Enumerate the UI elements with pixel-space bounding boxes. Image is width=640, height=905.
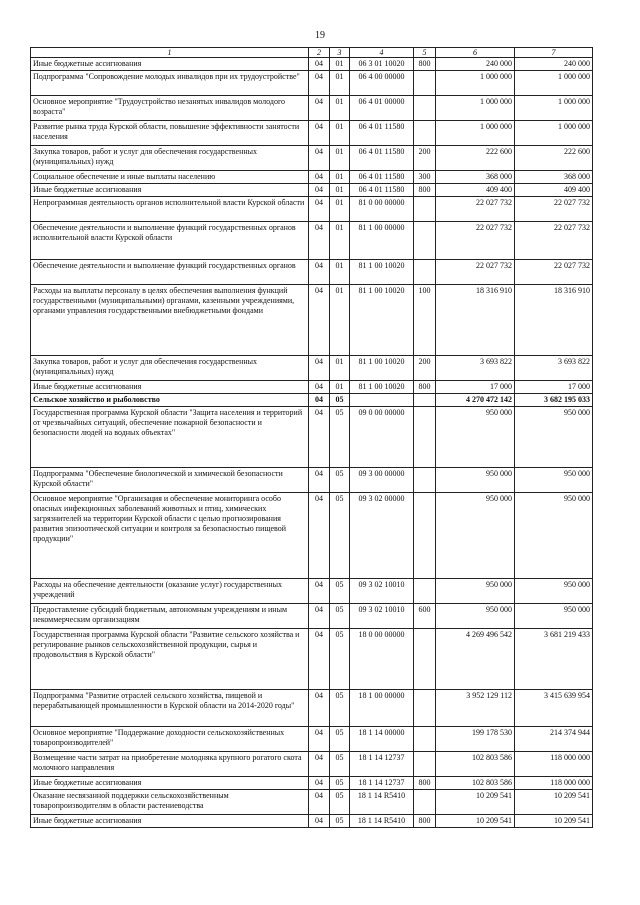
row-amount-year2: 950 000 bbox=[515, 407, 593, 468]
row-expense-type: 300 bbox=[414, 171, 436, 184]
row-target-article: 06 4 01 11580 bbox=[350, 171, 414, 184]
row-amount-year1: 222 600 bbox=[436, 146, 515, 171]
row-section: 04 bbox=[309, 285, 330, 356]
row-amount-year2: 950 000 bbox=[515, 493, 593, 579]
row-section: 04 bbox=[309, 171, 330, 184]
row-section: 04 bbox=[309, 790, 330, 815]
row-target-article: 81 1 00 00000 bbox=[350, 222, 414, 260]
row-subsection: 05 bbox=[330, 727, 350, 752]
row-subsection: 01 bbox=[330, 71, 350, 96]
row-amount-year2: 3 693 822 bbox=[515, 356, 593, 381]
row-amount-year2: 22 027 732 bbox=[515, 260, 593, 285]
row-name: Основное мероприятие "Поддержание доходности сельскохозяйственных товаропроизводителей" bbox=[31, 727, 309, 752]
row-expense-type bbox=[414, 629, 436, 690]
table-row bbox=[31, 96, 593, 121]
row-section: 04 bbox=[309, 381, 330, 394]
row-amount-year2: 368 000 bbox=[515, 171, 593, 184]
row-amount-year1: 3 693 822 bbox=[436, 356, 515, 381]
table-body bbox=[31, 58, 593, 828]
row-section: 04 bbox=[309, 356, 330, 381]
table-row bbox=[31, 815, 593, 828]
row-subsection: 01 bbox=[330, 58, 350, 71]
row-target-article: 06 4 01 11580 bbox=[350, 184, 414, 197]
row-name: Иные бюджетные ассигнования bbox=[31, 777, 309, 790]
row-amount-year2: 17 000 bbox=[515, 381, 593, 394]
table-row bbox=[31, 197, 593, 222]
table-row bbox=[31, 285, 593, 356]
row-section: 04 bbox=[309, 394, 330, 407]
row-section: 04 bbox=[309, 184, 330, 197]
row-target-article: 18 0 00 00000 bbox=[350, 629, 414, 690]
row-name: Иные бюджетные ассигнования bbox=[31, 815, 309, 828]
row-expense-type: 200 bbox=[414, 146, 436, 171]
row-section: 04 bbox=[309, 579, 330, 604]
row-expense-type bbox=[414, 71, 436, 96]
row-amount-year1: 950 000 bbox=[436, 468, 515, 493]
column-header: 4 bbox=[350, 48, 414, 58]
row-subsection: 01 bbox=[330, 96, 350, 121]
table-row bbox=[31, 727, 593, 752]
row-target-article: 18 1 14 12737 bbox=[350, 777, 414, 790]
column-header: 7 bbox=[515, 48, 593, 58]
row-target-article: 09 3 02 10010 bbox=[350, 579, 414, 604]
row-subsection: 01 bbox=[330, 121, 350, 146]
table-row bbox=[31, 629, 593, 690]
row-amount-year2: 10 209 541 bbox=[515, 815, 593, 828]
row-name: Социальное обеспечение и иные выплаты населению bbox=[31, 171, 309, 184]
table-row bbox=[31, 690, 593, 727]
row-expense-type bbox=[414, 493, 436, 579]
page-number: 19 bbox=[315, 30, 325, 41]
row-expense-type bbox=[414, 197, 436, 222]
row-name: Оказание несвязанной поддержки сельскохозяйственным товаропроизводителям в области растениеводства bbox=[31, 790, 309, 815]
row-amount-year1: 950 000 bbox=[436, 604, 515, 629]
row-subsection: 05 bbox=[330, 690, 350, 727]
table-row bbox=[31, 260, 593, 285]
row-amount-year1: 3 952 129 112 bbox=[436, 690, 515, 727]
table-row bbox=[31, 356, 593, 381]
row-name: Иные бюджетные ассигнования bbox=[31, 184, 309, 197]
row-section: 04 bbox=[309, 121, 330, 146]
row-subsection: 05 bbox=[330, 493, 350, 579]
row-expense-type bbox=[414, 579, 436, 604]
row-amount-year2: 409 400 bbox=[515, 184, 593, 197]
row-section: 04 bbox=[309, 197, 330, 222]
row-expense-type: 800 bbox=[414, 58, 436, 71]
row-target-article: 18 1 14 R5410 bbox=[350, 815, 414, 828]
row-amount-year1: 950 000 bbox=[436, 407, 515, 468]
row-subsection: 01 bbox=[330, 171, 350, 184]
row-name: Закупка товаров, работ и услуг для обеспечения государственных (муниципальных) нужд bbox=[31, 356, 309, 381]
row-amount-year2: 22 027 732 bbox=[515, 222, 593, 260]
row-target-article: 06 4 01 00000 bbox=[350, 96, 414, 121]
row-subsection: 05 bbox=[330, 394, 350, 407]
row-amount-year1: 950 000 bbox=[436, 493, 515, 579]
row-amount-year1: 18 316 910 bbox=[436, 285, 515, 356]
row-name: Государственная программа Курской области "Защита населения и территорий от чрезвычайных ситуаций, обеспечение пожарной безопасности и безопасности людей на водных объектах" bbox=[31, 407, 309, 468]
row-amount-year2: 10 209 541 bbox=[515, 790, 593, 815]
row-subsection: 05 bbox=[330, 629, 350, 690]
row-name: Расходы на обеспечение деятельности (оказание услуг) государственных учреждений bbox=[31, 579, 309, 604]
row-expense-type bbox=[414, 260, 436, 285]
row-amount-year1: 1 000 000 bbox=[436, 71, 515, 96]
row-name: Предоставление субсидий бюджетным, автономным учреждениям и иным некоммерческим организациям bbox=[31, 604, 309, 629]
table-row bbox=[31, 752, 593, 777]
row-expense-type bbox=[414, 394, 436, 407]
row-section: 04 bbox=[309, 690, 330, 727]
row-amount-year2: 3 682 195 033 bbox=[515, 394, 593, 407]
row-amount-year1: 368 000 bbox=[436, 171, 515, 184]
row-amount-year2: 214 374 944 bbox=[515, 727, 593, 752]
row-amount-year1: 409 400 bbox=[436, 184, 515, 197]
row-expense-type bbox=[414, 121, 436, 146]
table-row bbox=[31, 468, 593, 493]
row-subsection: 05 bbox=[330, 790, 350, 815]
row-amount-year2: 222 600 bbox=[515, 146, 593, 171]
row-amount-year1: 22 027 732 bbox=[436, 260, 515, 285]
row-expense-type bbox=[414, 790, 436, 815]
row-name: Государственная программа Курской области "Развитие сельского хозяйства и регулирование рынков сельскохозяйственной продукции, сырья и продовольствия в Курской области" bbox=[31, 629, 309, 690]
row-target-article: 18 1 14 R5410 bbox=[350, 790, 414, 815]
row-section: 04 bbox=[309, 71, 330, 96]
table-row bbox=[31, 493, 593, 579]
row-target-article: 06 4 00 00000 bbox=[350, 71, 414, 96]
row-amount-year2: 3 681 219 433 bbox=[515, 629, 593, 690]
row-amount-year2: 118 000 000 bbox=[515, 752, 593, 777]
row-target-article: 09 3 02 00000 bbox=[350, 493, 414, 579]
row-target-article: 81 0 00 00000 bbox=[350, 197, 414, 222]
row-name: Иные бюджетные ассигнования bbox=[31, 58, 309, 71]
table-row bbox=[31, 394, 593, 407]
row-expense-type: 200 bbox=[414, 356, 436, 381]
row-section: 04 bbox=[309, 752, 330, 777]
table-row bbox=[31, 777, 593, 790]
row-section: 04 bbox=[309, 58, 330, 71]
row-target-article: 18 1 14 00000 bbox=[350, 727, 414, 752]
row-amount-year1: 102 803 586 bbox=[436, 752, 515, 777]
row-name: Подпрограмма "Развитие отраслей сельского хозяйства, пищевой и перерабатывающей промышленности в Курской области на 2014-2020 годы" bbox=[31, 690, 309, 727]
table-row bbox=[31, 184, 593, 197]
row-target-article: 81 1 00 10020 bbox=[350, 381, 414, 394]
row-amount-year1: 1 000 000 bbox=[436, 96, 515, 121]
row-target-article: 09 0 00 00000 bbox=[350, 407, 414, 468]
row-section: 04 bbox=[309, 604, 330, 629]
row-target-article: 09 3 02 10010 bbox=[350, 604, 414, 629]
row-amount-year2: 118 000 000 bbox=[515, 777, 593, 790]
budget-table bbox=[30, 47, 593, 828]
row-amount-year1: 102 803 586 bbox=[436, 777, 515, 790]
row-subsection: 01 bbox=[330, 285, 350, 356]
row-subsection: 05 bbox=[330, 777, 350, 790]
row-name: Подпрограмма "Обеспечение биологической и химической безопасности Курской области" bbox=[31, 468, 309, 493]
table-row bbox=[31, 407, 593, 468]
row-expense-type: 800 bbox=[414, 381, 436, 394]
row-target-article bbox=[350, 394, 414, 407]
row-amount-year1: 240 000 bbox=[436, 58, 515, 71]
row-amount-year1: 22 027 732 bbox=[436, 197, 515, 222]
row-amount-year2: 22 027 732 bbox=[515, 197, 593, 222]
row-section: 04 bbox=[309, 777, 330, 790]
row-section: 04 bbox=[309, 146, 330, 171]
row-name: Подпрограмма "Сопровождение молодых инвалидов при их трудоустройстве" bbox=[31, 71, 309, 96]
row-target-article: 81 1 00 10020 bbox=[350, 285, 414, 356]
row-section: 04 bbox=[309, 727, 330, 752]
row-amount-year1: 4 269 496 542 bbox=[436, 629, 515, 690]
row-subsection: 05 bbox=[330, 579, 350, 604]
column-header: 5 bbox=[414, 48, 436, 58]
row-subsection: 01 bbox=[330, 146, 350, 171]
row-section: 04 bbox=[309, 222, 330, 260]
row-name: Возмещение части затрат на приобретение молодняка крупного рогатого скота молочного направления bbox=[31, 752, 309, 777]
table-row bbox=[31, 146, 593, 171]
row-section: 04 bbox=[309, 629, 330, 690]
row-name: Расходы на выплаты персоналу в целях обеспечения выполнения функций государственными (муниципальными) органами, казенными учреждениями, органами управления государственными внебюджетными фондами bbox=[31, 285, 309, 356]
row-amount-year2: 950 000 bbox=[515, 579, 593, 604]
table-row bbox=[31, 121, 593, 146]
header-row bbox=[31, 48, 593, 58]
row-target-article: 09 3 00 00000 bbox=[350, 468, 414, 493]
row-amount-year1: 199 178 530 bbox=[436, 727, 515, 752]
row-name: Обеспечение деятельности и выполнение функций государственных органов исполнительной власти Курской области bbox=[31, 222, 309, 260]
row-expense-type bbox=[414, 727, 436, 752]
row-target-article: 06 3 01 10020 bbox=[350, 58, 414, 71]
row-subsection: 01 bbox=[330, 381, 350, 394]
row-subsection: 01 bbox=[330, 197, 350, 222]
row-amount-year1: 17 000 bbox=[436, 381, 515, 394]
table-row bbox=[31, 71, 593, 96]
row-target-article: 06 4 01 11580 bbox=[350, 121, 414, 146]
row-expense-type bbox=[414, 690, 436, 727]
row-name: Закупка товаров, работ и услуг для обеспечения государственных (муниципальных) нужд bbox=[31, 146, 309, 171]
row-subsection: 01 bbox=[330, 356, 350, 381]
row-subsection: 05 bbox=[330, 407, 350, 468]
column-header: 1 bbox=[31, 48, 309, 58]
column-header: 3 bbox=[330, 48, 350, 58]
row-section: 04 bbox=[309, 493, 330, 579]
row-expense-type: 800 bbox=[414, 184, 436, 197]
row-amount-year2: 3 415 639 954 bbox=[515, 690, 593, 727]
row-expense-type bbox=[414, 752, 436, 777]
row-name: Непрограммная деятельность органов исполнительной власти Курской области bbox=[31, 197, 309, 222]
table-row bbox=[31, 222, 593, 260]
row-subsection: 01 bbox=[330, 184, 350, 197]
table-row bbox=[31, 790, 593, 815]
row-section: 04 bbox=[309, 468, 330, 493]
row-amount-year1: 950 000 bbox=[436, 579, 515, 604]
table-row bbox=[31, 579, 593, 604]
row-name: Иные бюджетные ассигнования bbox=[31, 381, 309, 394]
row-name: Обеспечение деятельности и выполнение функций государственных органов bbox=[31, 260, 309, 285]
table-row bbox=[31, 604, 593, 629]
row-amount-year2: 18 316 910 bbox=[515, 285, 593, 356]
row-amount-year1: 4 270 472 142 bbox=[436, 394, 515, 407]
row-target-article: 18 1 00 00000 bbox=[350, 690, 414, 727]
table-row bbox=[31, 171, 593, 184]
row-target-article: 81 1 00 10020 bbox=[350, 260, 414, 285]
row-expense-type: 800 bbox=[414, 815, 436, 828]
column-header: 6 bbox=[436, 48, 515, 58]
row-amount-year2: 240 000 bbox=[515, 58, 593, 71]
row-amount-year1: 1 000 000 bbox=[436, 121, 515, 146]
row-expense-type bbox=[414, 468, 436, 493]
row-target-article: 06 4 01 11580 bbox=[350, 146, 414, 171]
row-subsection: 05 bbox=[330, 604, 350, 629]
row-amount-year1: 10 209 541 bbox=[436, 790, 515, 815]
row-subsection: 05 bbox=[330, 815, 350, 828]
row-subsection: 05 bbox=[330, 752, 350, 777]
row-expense-type bbox=[414, 407, 436, 468]
row-subsection: 01 bbox=[330, 222, 350, 260]
row-expense-type: 100 bbox=[414, 285, 436, 356]
row-expense-type bbox=[414, 222, 436, 260]
row-expense-type: 800 bbox=[414, 777, 436, 790]
row-expense-type bbox=[414, 96, 436, 121]
row-amount-year1: 22 027 732 bbox=[436, 222, 515, 260]
column-header: 2 bbox=[309, 48, 330, 58]
row-section: 04 bbox=[309, 260, 330, 285]
row-name: Развитие рынка труда Курской области, повышение эффективности занятости населения bbox=[31, 121, 309, 146]
row-name: Основное мероприятие "Организация и обеспечение мониторинга особо опасных инфекционных заболеваний животных и птиц, химических загрязнителей на территории Курской области с целью прогнозирования развития эпизоотической ситуации и контроля за безопасностью пищевой продукции" bbox=[31, 493, 309, 579]
table-row bbox=[31, 381, 593, 394]
row-target-article: 18 1 14 12737 bbox=[350, 752, 414, 777]
row-name: Основное мероприятие "Трудоустройство незанятых инвалидов молодого возраста" bbox=[31, 96, 309, 121]
row-amount-year2: 1 000 000 bbox=[515, 71, 593, 96]
row-section: 04 bbox=[309, 407, 330, 468]
row-target-article: 81 1 00 10020 bbox=[350, 356, 414, 381]
row-amount-year2: 1 000 000 bbox=[515, 121, 593, 146]
row-amount-year1: 10 209 541 bbox=[436, 815, 515, 828]
row-name: Сельское хозяйство и рыболовство bbox=[31, 394, 309, 407]
row-expense-type: 600 bbox=[414, 604, 436, 629]
row-section: 04 bbox=[309, 96, 330, 121]
row-subsection: 01 bbox=[330, 260, 350, 285]
row-section: 04 bbox=[309, 815, 330, 828]
row-amount-year2: 950 000 bbox=[515, 468, 593, 493]
row-amount-year2: 1 000 000 bbox=[515, 96, 593, 121]
row-amount-year2: 950 000 bbox=[515, 604, 593, 629]
table-row bbox=[31, 58, 593, 71]
row-subsection: 05 bbox=[330, 468, 350, 493]
